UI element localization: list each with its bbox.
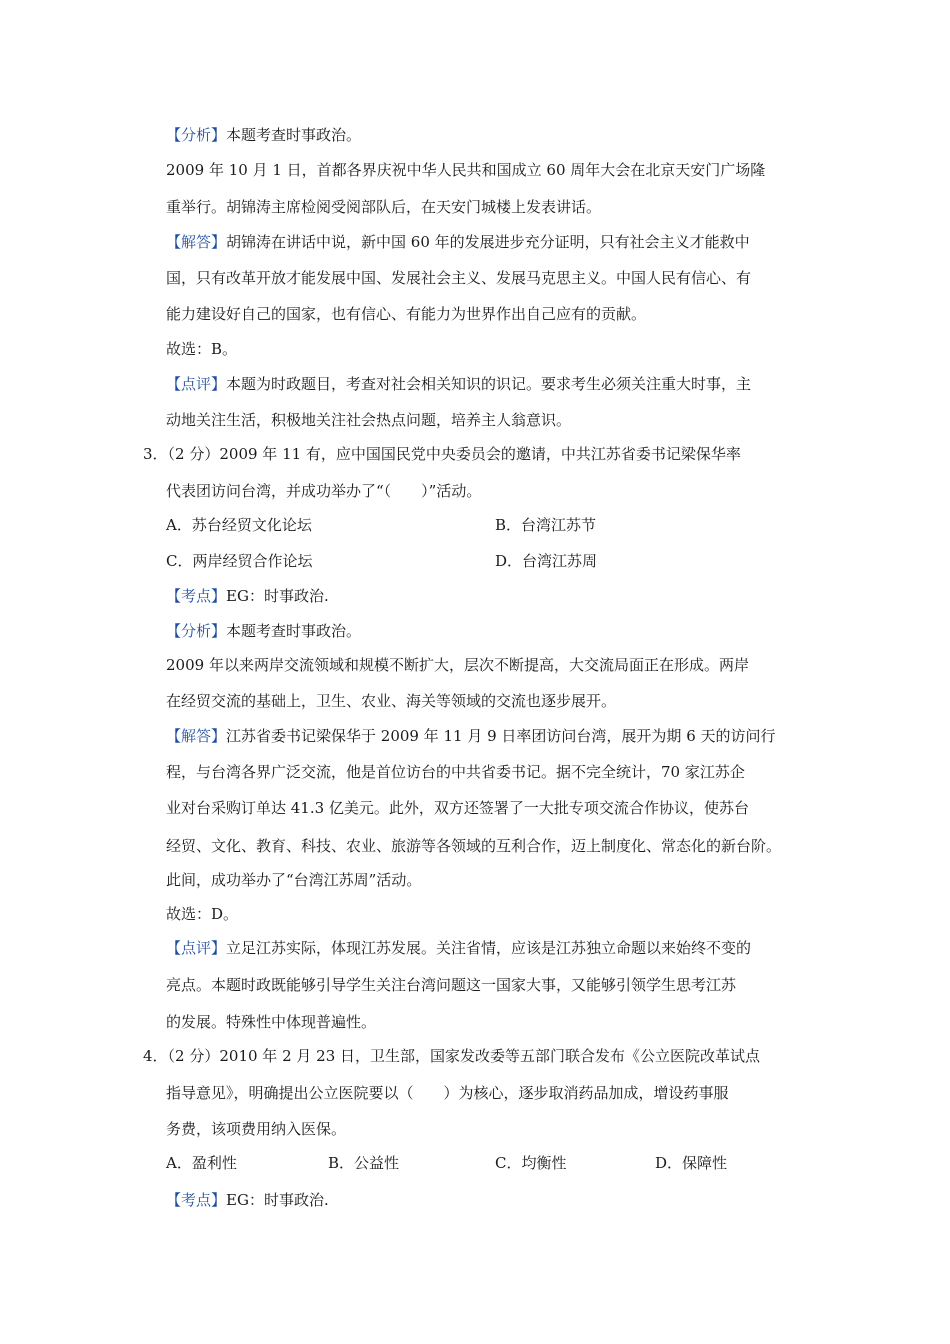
- comment-tag: 【点评】: [166, 939, 227, 957]
- q3-stem-line-1: 3．（2 分）2009 年 11 有，应中国国民党中央委员会的邀请，中共江苏省委书记梁保华率: [143, 445, 741, 463]
- q3-analysis-line-3: 在经贸交流的基础上，卫生、农业、海关等领域的交流也逐步展开。: [166, 692, 617, 710]
- q3-comment-line-2: 亮点。本题时政既能够引导学生关注台湾问题这一国家大事，又能够引领学生思考江苏: [166, 976, 737, 994]
- answer-tag: 【解答】: [166, 727, 227, 745]
- q3-analysis-line-1: 【分析】本题考查时事政治。: [166, 622, 362, 640]
- q3-choice: 故选：D。: [166, 905, 239, 923]
- q4-option-c: C．均衡性: [495, 1154, 567, 1172]
- q2-analysis-line-2: 2009 年 10 月 1 日，首都各界庆祝中华人民共和国成立 60 周年大会在北京天安门广场隆: [166, 161, 766, 179]
- q4-option-b: B．公益性: [328, 1154, 400, 1172]
- q3-option-a: A．苏台经贸文化论坛: [166, 516, 312, 534]
- q2-comment-line-1: 【点评】本题为时政题目，考查对社会相关知识的识记。要求考生必须关注重大时事，主: [166, 375, 752, 393]
- question-number: 4．: [143, 1047, 168, 1065]
- q4-point: 【考点】EG：时事政治.: [166, 1191, 329, 1209]
- q3-analysis-line-2: 2009 年以来两岸交流领域和规模不断扩大，层次不断提高，大交流局面正在形成。两岸: [166, 656, 749, 674]
- q3-stem-line-2: 代表团访问台湾，并成功举办了“（ ）”活动。: [166, 482, 482, 500]
- q4-option-d: D．保障性: [655, 1154, 728, 1172]
- analysis-tag: 【分析】: [166, 622, 227, 640]
- q3-answer-line-1: 【解答】江苏省委书记梁保华于 2009 年 11 月 9 日率团访问台湾，展开为期 6 天的访问行: [166, 727, 776, 745]
- q2-choice: 故选：B。: [166, 340, 238, 358]
- q2-analysis-line-1: 【分析】本题考查时事政治。: [166, 126, 362, 144]
- answer-tag: 【解答】: [166, 233, 227, 251]
- q2-answer-line-1: 【解答】胡锦涛在讲话中说，新中国 60 年的发展进步充分证明，只有社会主义才能救中: [166, 233, 750, 251]
- q3-option-b: B．台湾江苏节: [495, 516, 597, 534]
- analysis-tag: 【分析】: [166, 126, 227, 144]
- question-number: 3．: [143, 445, 168, 463]
- point-tag: 【考点】: [166, 1191, 227, 1209]
- q3-answer-line-2: 程，与台湾各界广泛交流，他是首位访台的中共省委书记。据不完全统计，70 家江苏企: [166, 763, 745, 781]
- q4-stem-line-3: 务费，该项费用纳入医保。: [166, 1120, 347, 1138]
- q3-point: 【考点】EG：时事政治.: [166, 587, 329, 605]
- q3-answer-line-4: 经贸、文化、教育、科技、农业、旅游等各领域的互利合作，迈上制度化、常态化的新台阶。: [166, 837, 782, 855]
- q3-option-c: C．两岸经贸合作论坛: [166, 552, 313, 570]
- q2-comment-line-2: 动地关注生活，积极地关注社会热点问题，培养主人翁意识。: [166, 411, 572, 429]
- q3-option-d: D．台湾江苏周: [495, 552, 598, 570]
- q3-answer-line-3: 业对台采购订单达 41.3 亿美元。此外，双方还签署了一大批专项交流合作协议，使苏台: [166, 799, 749, 817]
- point-tag: 【考点】: [166, 587, 227, 605]
- q3-comment-line-3: 的发展。特殊性中体现普遍性。: [166, 1013, 377, 1031]
- q4-stem-line-2: 指导意见》，明确提出公立医院要以（ ）为核心，逐步取消药品加成，增设药事服: [166, 1084, 729, 1102]
- q3-comment-line-1: 【点评】立足江苏实际，体现江苏发展。关注省情，应该是江苏独立命题以来始终不变的: [166, 939, 752, 957]
- q4-stem-line-1: 4．（2 分）2010 年 2 月 23 日，卫生部，国家发改委等五部门联合发布《公立医院改革试点: [143, 1047, 761, 1065]
- q2-analysis-line-3: 重举行。胡锦涛主席检阅受阅部队后，在天安门城楼上发表讲话。: [166, 198, 602, 216]
- q2-answer-line-2: 国，只有改革开放才能发展中国、发展社会主义、发展马克思主义。中国人民有信心、有: [166, 269, 752, 287]
- comment-tag: 【点评】: [166, 375, 227, 393]
- q4-option-a: A．盈利性: [166, 1154, 237, 1172]
- q2-answer-line-3: 能力建设好自己的国家，也有信心、有能力为世界作出自己应有的贡献。: [166, 305, 647, 323]
- q3-answer-line-5: 此间，成功举办了“台湾江苏周”活动。: [166, 871, 422, 889]
